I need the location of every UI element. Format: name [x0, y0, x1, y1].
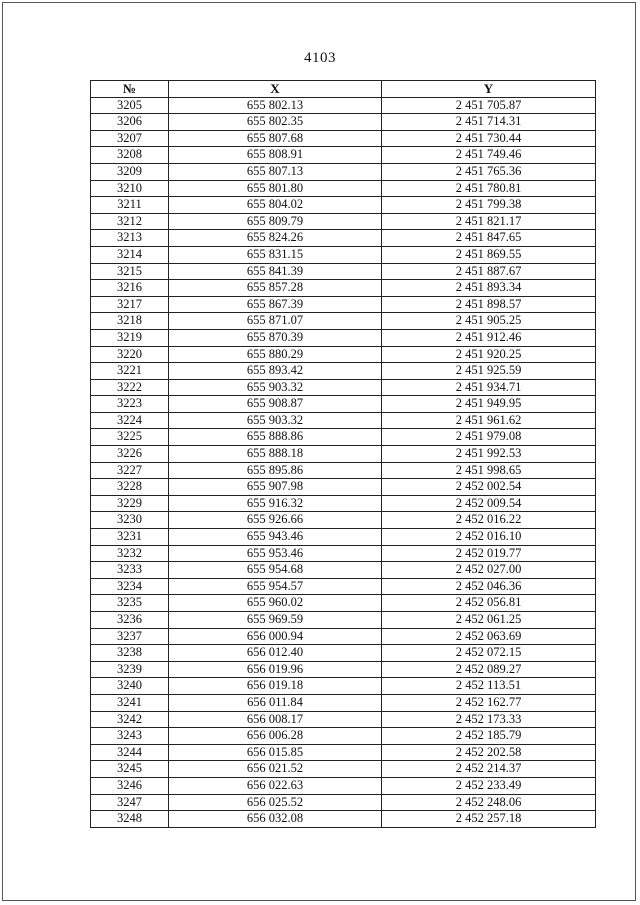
- x-coordinate-cell: 655 954.68: [169, 562, 382, 579]
- y-coordinate-cell: 2 451 893.34: [382, 280, 596, 297]
- table-row: [91, 313, 596, 330]
- x-coordinate-cell: 656 022.63: [169, 777, 382, 794]
- table-row: [91, 811, 596, 828]
- page-number: 4103: [304, 50, 336, 66]
- x-coordinate-cell: 655 802.35: [169, 114, 382, 131]
- x-coordinate-cell: 655 903.32: [169, 412, 382, 429]
- point-number-cell: 3246: [91, 777, 169, 794]
- y-coordinate-cell: 2 452 113.51: [382, 678, 596, 695]
- table-row: [91, 280, 596, 297]
- table-row: [91, 230, 596, 247]
- y-coordinate-cell: 2 452 061.25: [382, 612, 596, 629]
- y-coordinate-cell: 2 451 905.25: [382, 313, 596, 330]
- y-coordinate-cell: 2 451 847.65: [382, 230, 596, 247]
- x-coordinate-cell: 655 824.26: [169, 230, 382, 247]
- y-coordinate-cell: 2 452 019.77: [382, 545, 596, 562]
- column-header-x: X: [169, 81, 382, 98]
- x-coordinate-cell: 655 880.29: [169, 346, 382, 363]
- y-coordinate-cell: 2 452 233.49: [382, 777, 596, 794]
- x-coordinate-cell: 656 019.96: [169, 661, 382, 678]
- x-coordinate-cell: 655 801.80: [169, 180, 382, 197]
- x-coordinate-cell: 656 032.08: [169, 811, 382, 828]
- y-coordinate-cell: 2 451 869.55: [382, 246, 596, 263]
- x-coordinate-cell: 655 895.86: [169, 462, 382, 479]
- y-coordinate-cell: 2 451 925.59: [382, 363, 596, 380]
- x-coordinate-cell: 655 831.15: [169, 246, 382, 263]
- x-coordinate-cell: 655 804.02: [169, 197, 382, 214]
- y-coordinate-cell: 2 451 961.62: [382, 412, 596, 429]
- x-coordinate-cell: 656 006.28: [169, 728, 382, 745]
- y-coordinate-cell: 2 452 027.00: [382, 562, 596, 579]
- point-number-cell: 3205: [91, 97, 169, 114]
- coordinates-table: [90, 80, 596, 828]
- x-coordinate-cell: 655 807.68: [169, 130, 382, 147]
- x-coordinate-cell: 655 954.57: [169, 578, 382, 595]
- point-number-cell: 3217: [91, 296, 169, 313]
- point-number-cell: 3229: [91, 495, 169, 512]
- point-number-cell: 3243: [91, 728, 169, 745]
- x-coordinate-cell: 655 870.39: [169, 329, 382, 346]
- y-coordinate-cell: 2 451 705.87: [382, 97, 596, 114]
- point-number-cell: 3248: [91, 811, 169, 828]
- table-row: [91, 761, 596, 778]
- x-coordinate-cell: 655 903.32: [169, 379, 382, 396]
- x-coordinate-cell: 655 943.46: [169, 529, 382, 546]
- y-coordinate-cell: 2 452 002.54: [382, 479, 596, 496]
- point-number-cell: 3240: [91, 678, 169, 695]
- table-row: [91, 694, 596, 711]
- y-coordinate-cell: 2 451 714.31: [382, 114, 596, 131]
- y-coordinate-cell: 2 451 920.25: [382, 346, 596, 363]
- table-row: [91, 346, 596, 363]
- x-coordinate-cell: 655 969.59: [169, 612, 382, 629]
- y-coordinate-cell: 2 452 063.69: [382, 628, 596, 645]
- y-coordinate-cell: 2 451 821.17: [382, 213, 596, 230]
- y-coordinate-cell: 2 452 185.79: [382, 728, 596, 745]
- x-coordinate-cell: 655 926.66: [169, 512, 382, 529]
- table-row: [91, 396, 596, 413]
- y-coordinate-cell: 2 451 730.44: [382, 130, 596, 147]
- x-coordinate-cell: 656 011.84: [169, 694, 382, 711]
- point-number-cell: 3230: [91, 512, 169, 529]
- y-coordinate-cell: 2 452 257.18: [382, 811, 596, 828]
- table-row: [91, 329, 596, 346]
- point-number-cell: 3220: [91, 346, 169, 363]
- table-row: [91, 363, 596, 380]
- table-row: [91, 479, 596, 496]
- y-coordinate-cell: 2 451 887.67: [382, 263, 596, 280]
- y-coordinate-cell: 2 451 998.65: [382, 462, 596, 479]
- y-coordinate-cell: 2 452 016.22: [382, 512, 596, 529]
- point-number-cell: 3227: [91, 462, 169, 479]
- y-coordinate-cell: 2 451 799.38: [382, 197, 596, 214]
- x-coordinate-cell: 656 000.94: [169, 628, 382, 645]
- table-row: [91, 794, 596, 811]
- point-number-cell: 3208: [91, 147, 169, 164]
- y-coordinate-cell: 2 452 016.10: [382, 529, 596, 546]
- table-row: [91, 495, 596, 512]
- table-row: [91, 512, 596, 529]
- point-number-cell: 3223: [91, 396, 169, 413]
- y-coordinate-cell: 2 452 162.77: [382, 694, 596, 711]
- table-row: [91, 777, 596, 794]
- point-number-cell: 3239: [91, 661, 169, 678]
- table-row: [91, 562, 596, 579]
- point-number-cell: 3233: [91, 562, 169, 579]
- point-number-cell: 3234: [91, 578, 169, 595]
- table-row: [91, 429, 596, 446]
- y-coordinate-cell: 2 452 248.06: [382, 794, 596, 811]
- table-row: [91, 147, 596, 164]
- y-coordinate-cell: 2 452 173.33: [382, 711, 596, 728]
- y-coordinate-cell: 2 451 934.71: [382, 379, 596, 396]
- point-number-cell: 3212: [91, 213, 169, 230]
- point-number-cell: 3244: [91, 744, 169, 761]
- x-coordinate-cell: 655 841.39: [169, 263, 382, 280]
- point-number-cell: 3222: [91, 379, 169, 396]
- table-row: [91, 612, 596, 629]
- table-row: [91, 163, 596, 180]
- table-row: [91, 645, 596, 662]
- column-header-number: №: [91, 81, 169, 98]
- point-number-cell: 3232: [91, 545, 169, 562]
- y-coordinate-cell: 2 452 009.54: [382, 495, 596, 512]
- x-coordinate-cell: 655 867.39: [169, 296, 382, 313]
- point-number-cell: 3206: [91, 114, 169, 131]
- y-coordinate-cell: 2 452 072.15: [382, 645, 596, 662]
- table-row: [91, 462, 596, 479]
- table-row: [91, 130, 596, 147]
- x-coordinate-cell: 655 908.87: [169, 396, 382, 413]
- x-coordinate-cell: 655 809.79: [169, 213, 382, 230]
- point-number-cell: 3245: [91, 761, 169, 778]
- x-coordinate-cell: 655 907.98: [169, 479, 382, 496]
- table-row: [91, 661, 596, 678]
- point-number-cell: 3211: [91, 197, 169, 214]
- y-coordinate-cell: 2 451 765.36: [382, 163, 596, 180]
- x-coordinate-cell: 655 888.18: [169, 446, 382, 463]
- table-row: [91, 446, 596, 463]
- y-coordinate-cell: 2 452 089.27: [382, 661, 596, 678]
- x-coordinate-cell: 655 871.07: [169, 313, 382, 330]
- point-number-cell: 3224: [91, 412, 169, 429]
- y-coordinate-cell: 2 451 992.53: [382, 446, 596, 463]
- point-number-cell: 3213: [91, 230, 169, 247]
- point-number-cell: 3207: [91, 130, 169, 147]
- table-body: [91, 97, 596, 827]
- x-coordinate-cell: 656 025.52: [169, 794, 382, 811]
- x-coordinate-cell: 655 888.86: [169, 429, 382, 446]
- point-number-cell: 3216: [91, 280, 169, 297]
- y-coordinate-cell: 2 451 912.46: [382, 329, 596, 346]
- table-row: [91, 595, 596, 612]
- x-coordinate-cell: 655 953.46: [169, 545, 382, 562]
- x-coordinate-cell: 655 857.28: [169, 280, 382, 297]
- table-row: [91, 545, 596, 562]
- table-header-row: [91, 81, 596, 98]
- table-row: [91, 711, 596, 728]
- x-coordinate-cell: 656 015.85: [169, 744, 382, 761]
- y-coordinate-cell: 2 452 202.58: [382, 744, 596, 761]
- x-coordinate-cell: 655 916.32: [169, 495, 382, 512]
- y-coordinate-cell: 2 451 949.95: [382, 396, 596, 413]
- x-coordinate-cell: 655 802.13: [169, 97, 382, 114]
- x-coordinate-cell: 655 893.42: [169, 363, 382, 380]
- x-coordinate-cell: 656 021.52: [169, 761, 382, 778]
- table-row: [91, 744, 596, 761]
- point-number-cell: 3226: [91, 446, 169, 463]
- table-row: [91, 529, 596, 546]
- y-coordinate-cell: 2 452 056.81: [382, 595, 596, 612]
- x-coordinate-cell: 656 019.18: [169, 678, 382, 695]
- x-coordinate-cell: 655 960.02: [169, 595, 382, 612]
- point-number-cell: 3214: [91, 246, 169, 263]
- point-number-cell: 3238: [91, 645, 169, 662]
- point-number-cell: 3209: [91, 163, 169, 180]
- table-row: [91, 246, 596, 263]
- table-row: [91, 263, 596, 280]
- x-coordinate-cell: 656 008.17: [169, 711, 382, 728]
- table-row: [91, 628, 596, 645]
- table-row: [91, 728, 596, 745]
- table-row: [91, 97, 596, 114]
- point-number-cell: 3241: [91, 694, 169, 711]
- point-number-cell: 3242: [91, 711, 169, 728]
- point-number-cell: 3225: [91, 429, 169, 446]
- y-coordinate-cell: 2 451 780.81: [382, 180, 596, 197]
- table-row: [91, 213, 596, 230]
- x-coordinate-cell: 656 012.40: [169, 645, 382, 662]
- y-coordinate-cell: 2 451 898.57: [382, 296, 596, 313]
- y-coordinate-cell: 2 452 046.36: [382, 578, 596, 595]
- table-row: [91, 296, 596, 313]
- x-coordinate-cell: 655 807.13: [169, 163, 382, 180]
- point-number-cell: 3215: [91, 263, 169, 280]
- point-number-cell: 3237: [91, 628, 169, 645]
- y-coordinate-cell: 2 451 749.46: [382, 147, 596, 164]
- table-row: [91, 180, 596, 197]
- table-row: [91, 114, 596, 131]
- x-coordinate-cell: 655 808.91: [169, 147, 382, 164]
- point-number-cell: 3221: [91, 363, 169, 380]
- table-row: [91, 412, 596, 429]
- point-number-cell: 3236: [91, 612, 169, 629]
- table-row: [91, 678, 596, 695]
- y-coordinate-cell: 2 452 214.37: [382, 761, 596, 778]
- column-header-y: Y: [382, 81, 596, 98]
- point-number-cell: 3210: [91, 180, 169, 197]
- table-row: [91, 197, 596, 214]
- table-row: [91, 379, 596, 396]
- point-number-cell: 3218: [91, 313, 169, 330]
- y-coordinate-cell: 2 451 979.08: [382, 429, 596, 446]
- point-number-cell: 3228: [91, 479, 169, 496]
- point-number-cell: 3247: [91, 794, 169, 811]
- table-row: [91, 578, 596, 595]
- point-number-cell: 3235: [91, 595, 169, 612]
- point-number-cell: 3219: [91, 329, 169, 346]
- point-number-cell: 3231: [91, 529, 169, 546]
